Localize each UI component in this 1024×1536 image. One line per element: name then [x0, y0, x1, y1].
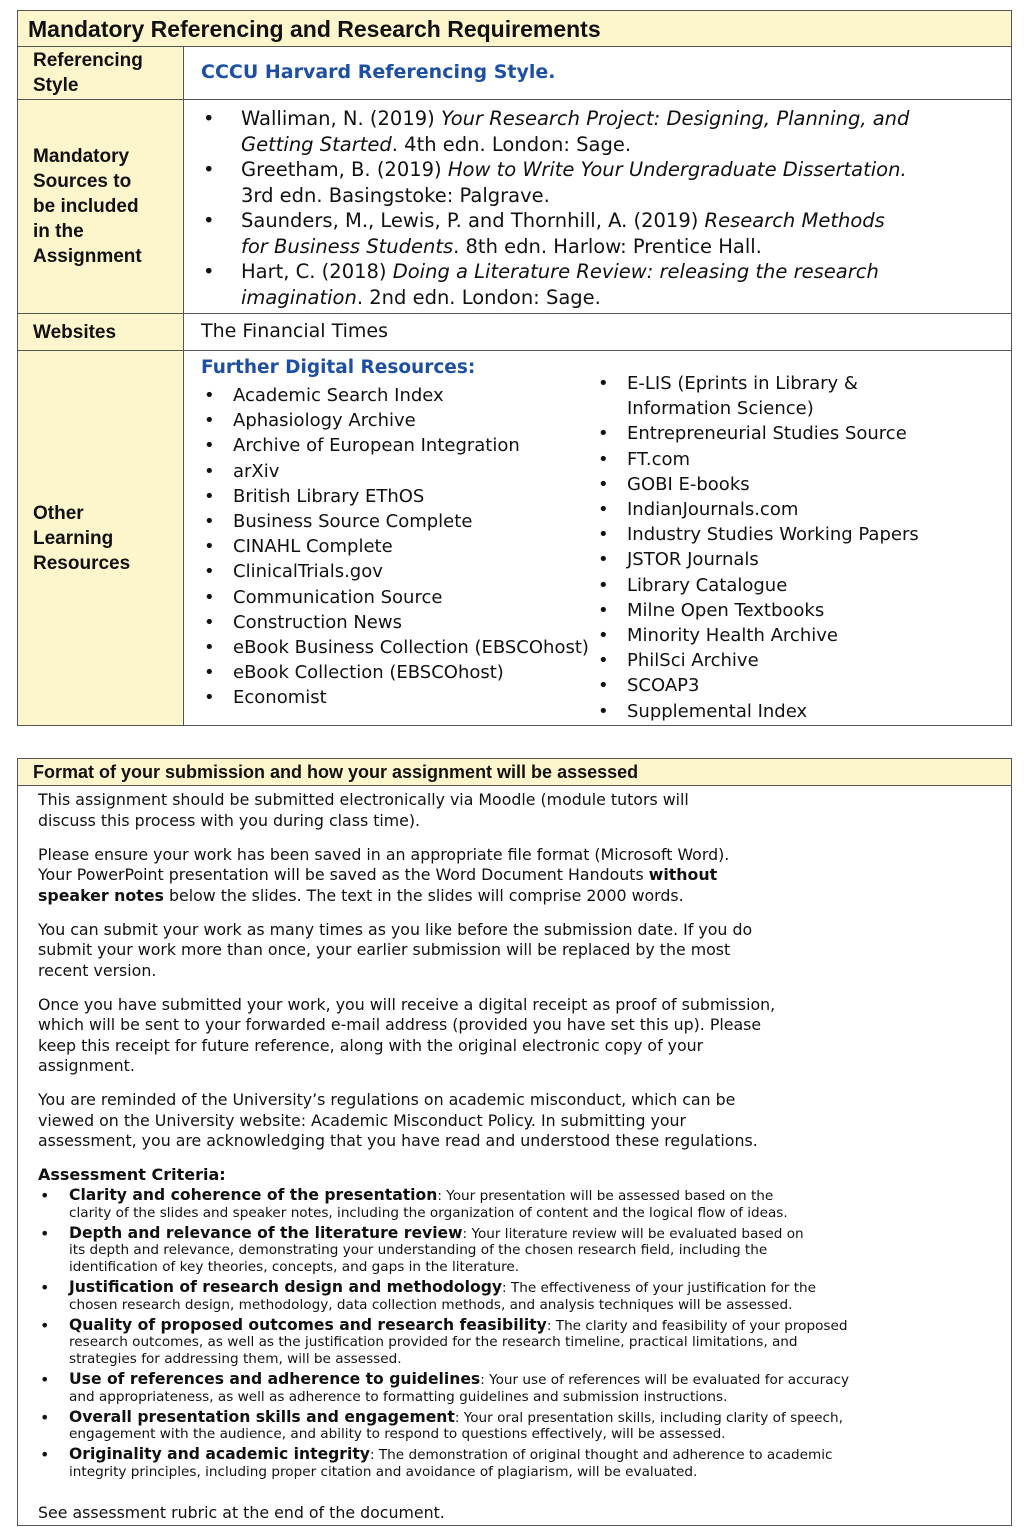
assessment-criteria-list: [38, 1187, 1011, 1481]
criterion-line: [69, 1334, 1011, 1351]
resource-name: Minority Health Archive: [627, 625, 838, 647]
source-line: [241, 157, 1011, 183]
paragraph-text: Please ensure your work has been saved in an appropriate file format (Microsoft Word).: [38, 844, 730, 864]
criterion-text: clarity of the slides and speaker notes, including the organization of content and the logical flow of ideas.: [69, 1204, 788, 1221]
paragraph-text: This assignment should be submitted electronically via Moodle (module tutors will: [38, 790, 689, 809]
resource-item: [595, 547, 919, 572]
paragraph-text: below the slides. The text in the slides will comprise 2000 words.: [163, 885, 684, 905]
bullet-icon: •: [204, 460, 215, 482]
resource-name: eBook Collection (EBSCOhost): [233, 662, 504, 684]
resource-name: FT.com: [627, 448, 691, 470]
criterion-item: [38, 1279, 1011, 1314]
resource-name: arXiv: [233, 460, 280, 482]
resource-item: [595, 472, 919, 497]
criterion-text: : Your oral presentation skills, including clarity of speech,: [454, 1409, 843, 1426]
source-text: Walliman, N. (2019): [241, 107, 441, 130]
label-line: in the: [33, 221, 84, 242]
criterion-line: [69, 1242, 1011, 1259]
bullet-icon: •: [40, 1369, 50, 1389]
paragraph-line: [38, 886, 1011, 907]
source-text: Saunders, M., Lewis, P. and Thornhill, A. (2019): [241, 209, 705, 232]
criterion-text: identification of key theories, concepts, and gaps in the literature.: [69, 1259, 520, 1276]
source-line: [241, 285, 1011, 311]
source-text: Hart, C. (2018): [241, 260, 393, 283]
resource-name: Construction News: [233, 611, 402, 633]
paragraph-text: which will be sent to your forwarded e-mail address (provided you have set this up). Please: [38, 1015, 762, 1034]
criterion-name: Justification of research design and methodology: [69, 1277, 503, 1296]
bullet-icon: •: [40, 1315, 50, 1335]
paragraph-line: [38, 1111, 1011, 1132]
resource-name: JSTOR Journals: [627, 549, 759, 571]
criterion-item: [38, 1446, 1011, 1481]
submission-paragraphs: [38, 790, 1011, 1152]
resource-item: [595, 573, 919, 598]
resource-name: E-LIS (Eprints in Library &: [627, 373, 858, 394]
resource-item: [201, 383, 589, 408]
emphasis-text: without: [648, 865, 718, 884]
emphasis-text: speaker notes: [38, 885, 164, 905]
bullet-icon: •: [204, 435, 215, 457]
source-item: [184, 106, 1011, 157]
resource-item: [201, 685, 589, 710]
paragraph-line: [38, 1056, 1011, 1077]
referencing-requirements-table: [17, 10, 1012, 726]
resource-item: [201, 509, 589, 534]
bullet-icon: •: [598, 524, 609, 546]
criterion-name: Use of references and adherence to guidelines: [69, 1369, 481, 1388]
submission-body: [18, 786, 1011, 1523]
submission-paragraph: [38, 845, 1011, 907]
websites-cell: [184, 314, 1011, 351]
paragraph-line: [38, 940, 1011, 961]
resource-item: [595, 371, 919, 421]
resource-name: CINAHL Complete: [233, 536, 393, 558]
resource-name: Industry Studies Working Papers: [627, 524, 919, 546]
source-item: [184, 208, 1011, 259]
resource-item: [201, 559, 589, 584]
bullet-icon: •: [598, 700, 609, 722]
criterion-name: Clarity and coherence of the presentation: [69, 1186, 438, 1204]
criterion-line: [69, 1371, 1011, 1389]
submission-and-assessment-box: [17, 758, 1012, 1526]
bullet-icon: •: [204, 611, 215, 633]
criterion-line: [69, 1279, 1011, 1297]
bullet-icon: •: [204, 637, 215, 659]
resource-name: SCOAP3: [627, 675, 700, 697]
criterion-name: Overall presentation skills and engagement: [69, 1407, 455, 1426]
bullet-icon: •: [598, 625, 609, 647]
bullet-icon: •: [204, 536, 215, 558]
resource-name: Information Science): [627, 398, 814, 420]
bullet-icon: •: [40, 1407, 50, 1427]
bullet-icon: •: [203, 260, 215, 283]
paragraph-line: [38, 811, 1011, 832]
bullet-icon: •: [598, 650, 609, 672]
source-title: Research Methods: [704, 209, 885, 232]
criterion-text: engagement with the audience, and ability to respond to questions effectively, will be assessed.: [69, 1426, 726, 1443]
mandatory-sources-list: [184, 100, 1011, 310]
other-learning-resources-cell: [184, 351, 1011, 725]
source-text: 3rd edn. Basingstoke: Palgrave.: [241, 183, 550, 207]
resource-item: [201, 408, 589, 433]
resource-item: [201, 635, 589, 660]
bullet-icon: •: [203, 107, 215, 130]
paragraph-text: You can submit your work as many times as you like before the submission date. If you do: [38, 919, 753, 939]
bullet-icon: •: [40, 1223, 50, 1243]
bullet-icon: •: [40, 1445, 50, 1465]
assessment-criteria-heading: Assessment Criteria:: [38, 1165, 226, 1184]
source-line: [241, 234, 1011, 260]
resource-item: [595, 522, 919, 547]
criterion-text: chosen research design, methodology, data collection methods, and analysis techniques will be assessed.: [69, 1296, 793, 1313]
paragraph-text: submit your work more than once, your earlier submission will be replaced by the most: [38, 940, 731, 959]
source-line: [241, 208, 1011, 234]
paragraph-line: [38, 1015, 1011, 1036]
label-line: Other: [33, 502, 84, 524]
criterion-text: strategies for addressing them, will be assessed.: [69, 1351, 402, 1368]
paragraph-text: viewed on the University website: Academic Misconduct Policy. In submitting your: [38, 1110, 687, 1130]
bullet-icon: •: [598, 448, 609, 470]
referencing-style-label: [18, 47, 184, 100]
source-title: for Business Students: [241, 234, 454, 258]
bullet-icon: •: [598, 473, 609, 495]
submission-paragraph: [38, 995, 1011, 1077]
mandatory-sources-label: [18, 100, 184, 314]
bullet-icon: •: [598, 423, 609, 445]
websites-label: [18, 314, 184, 351]
bullet-icon: •: [598, 499, 609, 521]
criterion-line: [69, 1187, 1011, 1205]
bullet-icon: •: [204, 485, 215, 507]
paragraph-line: [38, 1131, 1011, 1152]
referencing-table-title: Mandatory Referencing and Research Requirements: [18, 11, 1011, 47]
resource-item: [201, 534, 589, 559]
resource-item: [201, 459, 589, 484]
bullet-icon: •: [598, 574, 609, 596]
bullet-icon: •: [40, 1186, 50, 1205]
resource-name: ClinicalTrials.gov: [233, 561, 383, 583]
criterion-text: : The effectiveness of your justification for the: [502, 1279, 817, 1296]
resource-item: [595, 598, 919, 623]
criterion-text: : The demonstration of original thought and adherence to academic: [369, 1447, 833, 1464]
source-line: [241, 132, 1011, 158]
label-line: Websites: [33, 321, 117, 343]
paragraph-line: [38, 995, 1011, 1016]
label-line: Style: [33, 75, 79, 96]
label-line: be included: [33, 196, 139, 217]
bullet-icon: •: [598, 675, 609, 697]
criterion-line: [69, 1389, 1011, 1406]
resource-name: British Library EThOS: [233, 485, 425, 507]
bullet-icon: •: [204, 586, 215, 608]
bullet-icon: •: [40, 1277, 50, 1297]
criterion-text: and appropriateness, as well as adherence to formatting guidelines and submission instructions.: [69, 1388, 728, 1405]
bullet-icon: •: [203, 209, 215, 232]
label-line: Referencing: [33, 50, 143, 71]
criterion-line: [69, 1225, 1011, 1243]
criterion-name: Depth and relevance of the literature review: [69, 1223, 463, 1242]
criterion-text: : Your use of references will be evaluated for accuracy: [480, 1371, 850, 1388]
criterion-line: [69, 1409, 1011, 1427]
paragraph-text: Your PowerPoint presentation will be saved as the Word Document Handouts: [38, 865, 649, 884]
submission-paragraph: [38, 790, 1011, 831]
resource-item: [595, 623, 919, 648]
submission-box-title: Format of your submission and how your assignment will be assessed: [18, 759, 1011, 786]
source-title: Getting Started: [241, 132, 392, 156]
resource-name: Archive of European Integration: [233, 435, 520, 457]
paragraph-text: assignment.: [38, 1056, 135, 1075]
source-title: How to Write Your Undergraduate Dissertation.: [447, 158, 907, 181]
resource-item: [595, 447, 919, 472]
resource-item: [595, 648, 919, 673]
paragraph-line: [38, 961, 1011, 982]
label-line: Learning: [33, 527, 114, 549]
criterion-item: [38, 1409, 1011, 1444]
resource-name: Entrepreneurial Studies Source: [627, 423, 907, 445]
websites-value: The Financial Times: [201, 320, 389, 342]
criterion-text: : The clarity and feasibility of your proposed: [546, 1317, 848, 1334]
resource-name: PhilSci Archive: [627, 650, 759, 672]
criterion-text: its depth and relevance, demonstrating your understanding of the chosen research field, including the: [69, 1242, 768, 1259]
resource-name: Economist: [233, 687, 327, 709]
resource-item: [201, 660, 589, 685]
source-title: Your Research Project: Designing, Planning, and: [440, 107, 910, 130]
source-text: . 2nd edn. London: Sage.: [356, 285, 601, 309]
paragraph-line: [38, 920, 1011, 941]
criterion-line: [69, 1205, 1011, 1222]
criterion-line: [69, 1317, 1011, 1335]
bullet-icon: •: [204, 511, 215, 533]
paragraph-text: keep this receipt for future reference, along with the original electronic copy of your: [38, 1035, 704, 1055]
bullet-icon: •: [598, 549, 609, 571]
referencing-style-cell: [184, 47, 1011, 100]
criterion-line: [69, 1446, 1011, 1464]
source-item: [184, 157, 1011, 208]
source-text: . 4th edn. London: Sage.: [391, 132, 632, 156]
digital-resources-heading: Further Digital Resources:: [201, 357, 476, 378]
criterion-line: [69, 1426, 1011, 1443]
paragraph-text: recent version.: [38, 960, 157, 980]
resource-item: [595, 673, 919, 698]
criterion-name: Originality and academic integrity: [69, 1445, 370, 1464]
rubric-note: See assessment rubric at the end of the document.: [38, 1502, 445, 1522]
criterion-line: [69, 1351, 1011, 1368]
paragraph-line: [38, 1090, 1011, 1111]
referencing-style-value: CCCU Harvard Referencing Style.: [201, 61, 556, 83]
resource-name: Supplemental Index: [627, 700, 808, 722]
label-line: Resources: [33, 552, 131, 574]
criterion-item: [38, 1187, 1011, 1222]
resource-item: [201, 484, 589, 509]
resource-name: eBook Business Collection (EBSCOhost): [233, 637, 589, 659]
source-text: Greetham, B. (2019): [241, 158, 448, 181]
label-line: Sources to: [33, 171, 132, 192]
criterion-text: : Your presentation will be assessed based on the: [437, 1188, 774, 1204]
resource-name: Academic Search Index: [233, 385, 444, 406]
criterion-line: [69, 1297, 1011, 1314]
resource-item: [201, 585, 589, 610]
resource-item: [595, 497, 919, 522]
resource-name: Library Catalogue: [627, 574, 788, 596]
submission-paragraph: [38, 1090, 1011, 1152]
label-line: Assignment: [33, 246, 142, 267]
resource-name: Milne Open Textbooks: [627, 599, 825, 621]
submission-paragraph: [38, 920, 1011, 982]
resource-name: GOBI E-books: [627, 473, 750, 495]
paragraph-text: Once you have submitted your work, you will receive a digital receipt as proof of submission,: [38, 994, 776, 1014]
source-line: [241, 106, 1011, 132]
paragraph-line: [38, 790, 1011, 811]
criterion-line: [69, 1259, 1011, 1276]
resource-name: Aphasiology Archive: [233, 410, 416, 432]
other-learning-resources-label: [18, 351, 184, 725]
bullet-icon: •: [204, 662, 215, 684]
resource-item: [595, 421, 919, 446]
paragraph-line: [38, 1036, 1011, 1057]
paragraph-text: discuss this process with you during class time).: [38, 810, 421, 830]
source-line: [241, 183, 1011, 209]
paragraph-line: [38, 865, 1011, 886]
source-title: Doing a Literature Review: releasing the research: [392, 260, 879, 283]
criterion-item: [38, 1371, 1011, 1406]
paragraph-line: [38, 845, 1011, 866]
digital-resources-column-1: [201, 383, 589, 711]
criterion-item: [38, 1317, 1011, 1368]
source-title: imagination: [241, 285, 357, 309]
bullet-icon: •: [598, 599, 609, 621]
resource-item: [201, 433, 589, 458]
mandatory-sources-cell: [184, 100, 1011, 314]
resource-name: Business Source Complete: [233, 511, 473, 533]
bullet-icon: •: [203, 158, 215, 181]
paragraph-text: You are reminded of the University’s regulations on academic misconduct, which can be: [38, 1090, 736, 1109]
criterion-text: research outcomes, as well as the justification provided for the research timeline, practical limitations, and: [69, 1334, 798, 1351]
bullet-icon: •: [204, 385, 215, 406]
bullet-icon: •: [204, 561, 215, 583]
label-line: Mandatory: [33, 146, 130, 167]
bullet-icon: •: [204, 410, 215, 432]
criterion-name: Quality of proposed outcomes and research feasibility: [69, 1315, 547, 1334]
resource-name: IndianJournals.com: [627, 499, 799, 521]
resource-item: [595, 699, 919, 724]
digital-resources-column-2: [595, 371, 919, 724]
criterion-text: integrity principles, including proper citation and avoidance of plagiarism, will be evaluated.: [69, 1463, 698, 1480]
criterion-item: [38, 1225, 1011, 1276]
criterion-line: [69, 1464, 1011, 1481]
paragraph-text: assessment, you are acknowledging that you have read and understood these regulations.: [38, 1131, 758, 1150]
source-item: [184, 259, 1011, 310]
source-line: [241, 259, 1011, 285]
bullet-icon: •: [204, 687, 215, 709]
resource-item: [201, 610, 589, 635]
source-text: . 8th edn. Harlow: Prentice Hall.: [453, 234, 762, 258]
bullet-icon: •: [598, 373, 609, 394]
resource-name: Communication Source: [233, 586, 443, 608]
criterion-text: : Your literature review will be evaluated based on: [462, 1225, 804, 1242]
